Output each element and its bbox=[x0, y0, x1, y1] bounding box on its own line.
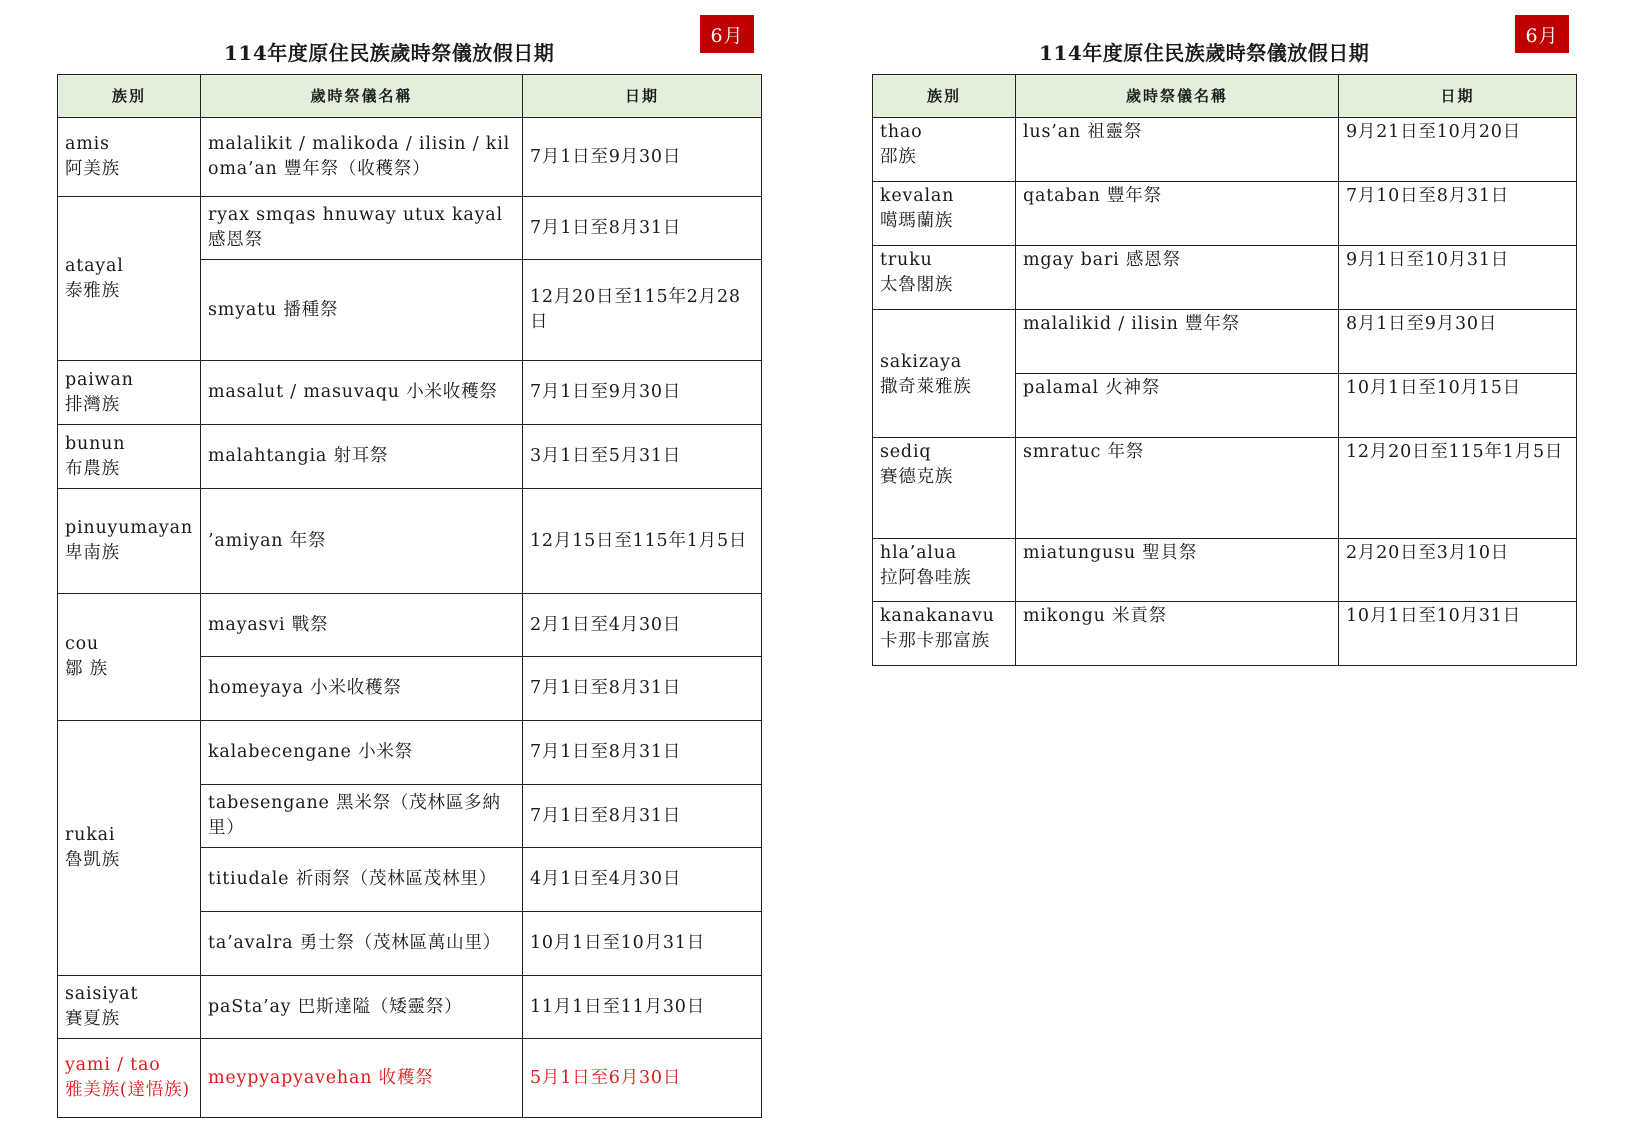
tribe-name: pinuyumayan bbox=[65, 518, 193, 538]
tribe-name: paiwan bbox=[65, 369, 134, 390]
ceremony-cell: ta’avalra 勇士祭（茂林區萬山里） bbox=[201, 912, 523, 976]
date-cell: 2月1日至4月30日 bbox=[523, 594, 762, 657]
tribe-cell bbox=[58, 425, 201, 489]
table-row bbox=[58, 425, 762, 489]
date-cell: 12月15日至115年1月5日 bbox=[523, 489, 762, 594]
tribe-name-zh: 賽夏族 bbox=[65, 1009, 120, 1029]
tribe-name: sakizaya bbox=[880, 351, 962, 372]
date-cell: 7月1日至9月30日 bbox=[523, 118, 762, 197]
month-badge-right: 6月 bbox=[1515, 15, 1569, 53]
tribe-cell bbox=[873, 118, 1016, 182]
date-cell: 7月1日至8月31日 bbox=[523, 721, 762, 785]
table-row bbox=[873, 310, 1577, 374]
date-cell: 7月10日至8月31日 bbox=[1339, 182, 1577, 246]
tribe-cell bbox=[873, 602, 1016, 666]
date-cell: 7月1日至8月31日 bbox=[523, 197, 762, 260]
tribe-cell bbox=[58, 976, 201, 1039]
tribe-name: truku bbox=[880, 250, 933, 270]
header-ceremony: 歲時祭儀名稱 bbox=[201, 75, 523, 118]
tribe-name: amis bbox=[65, 134, 110, 154]
ceremony-cell: masalut / masuvaqu 小米收穫祭 bbox=[201, 361, 523, 425]
tribe-cell bbox=[58, 1039, 201, 1118]
ceremony-cell: palamal 火神祭 bbox=[1016, 374, 1339, 438]
ceremony-cell: qataban 豐年祭 bbox=[1016, 182, 1339, 246]
date-cell: 7月1日至8月31日 bbox=[523, 657, 762, 721]
tribe-cell bbox=[58, 197, 201, 361]
page-title-left: 114年度原住民族歲時祭儀放假日期 bbox=[224, 41, 555, 65]
table-row bbox=[58, 1039, 762, 1118]
tribe-name: yami / tao bbox=[65, 1055, 161, 1075]
table-row bbox=[58, 118, 762, 197]
holiday-table-right bbox=[872, 74, 1577, 666]
tribe-name-zh: 鄒 族 bbox=[65, 659, 108, 679]
ceremony-cell: smyatu 播種祭 bbox=[201, 260, 523, 361]
table-row bbox=[873, 602, 1577, 666]
date-cell: 12月20日至115年1月5日 bbox=[1339, 438, 1577, 539]
date-cell: 10月1日至10月31日 bbox=[523, 912, 762, 976]
tribe-cell bbox=[58, 118, 201, 197]
ceremony-cell: ’amiyan 年祭 bbox=[201, 489, 523, 594]
date-cell: 4月1日至4月30日 bbox=[523, 848, 762, 912]
ceremony-cell: mikongu 米貢祭 bbox=[1016, 602, 1339, 666]
tribe-cell bbox=[58, 721, 201, 976]
ceremony-cell: malalikid / ilisin 豐年祭 bbox=[1016, 310, 1339, 374]
ceremony-cell: kalabecengane 小米祭 bbox=[201, 721, 523, 785]
date-cell: 9月21日至10月20日 bbox=[1339, 118, 1577, 182]
date-cell: 2月20日至3月10日 bbox=[1339, 539, 1577, 602]
ceremony-cell: malalikit / malikoda / ilisin / kiloma’an 豐年祭（收穫祭） bbox=[201, 118, 523, 197]
tribe-name-zh: 排灣族 bbox=[65, 394, 120, 415]
tribe-name-zh: 阿美族 bbox=[65, 159, 120, 179]
tribe-name: kevalan bbox=[880, 186, 955, 206]
header-tribe: 族別 bbox=[873, 75, 1016, 118]
tribe-name: saisiyat bbox=[65, 984, 139, 1004]
tribe-name: rukai bbox=[65, 825, 116, 845]
tribe-cell bbox=[58, 489, 201, 594]
ceremony-cell: meypyapyavehan 收穫祭 bbox=[201, 1039, 523, 1118]
date-cell: 11月1日至11月30日 bbox=[523, 976, 762, 1039]
tribe-cell bbox=[58, 361, 201, 425]
tribe-name-zh: 卡那卡那富族 bbox=[880, 631, 990, 651]
page-title-right: 114年度原住民族歲時祭儀放假日期 bbox=[1039, 41, 1370, 65]
header-date: 日期 bbox=[523, 75, 762, 118]
ceremony-cell: mayasvi 戰祭 bbox=[201, 594, 523, 657]
tribe-name-zh: 撒奇萊雅族 bbox=[880, 376, 972, 397]
tribe-name-zh: 雅美族(達悟族) bbox=[65, 1080, 191, 1100]
tribe-cell bbox=[873, 539, 1016, 602]
ceremony-cell: titiudale 祈雨祭（茂林區茂林里） bbox=[201, 848, 523, 912]
tribe-name: thao bbox=[880, 122, 923, 142]
table-row bbox=[58, 489, 762, 594]
tribe-cell bbox=[58, 594, 201, 721]
table-row bbox=[58, 361, 762, 425]
ceremony-cell: homeyaya 小米收穫祭 bbox=[201, 657, 523, 721]
tribe-name-zh: 拉阿魯哇族 bbox=[880, 568, 972, 588]
date-cell: 9月1日至10月31日 bbox=[1339, 246, 1577, 310]
tribe-cell bbox=[873, 182, 1016, 246]
table-row bbox=[58, 594, 762, 657]
month-badge-left: 6月 bbox=[700, 15, 754, 53]
ceremony-cell: tabesengane 黑米祭（茂林區多納里） bbox=[201, 785, 523, 848]
ceremony-cell: malahtangia 射耳祭 bbox=[201, 425, 523, 489]
table-header-row bbox=[58, 75, 762, 118]
tribe-name-zh: 布農族 bbox=[65, 458, 120, 479]
ceremony-cell: miatungusu 聖貝祭 bbox=[1016, 539, 1339, 602]
table-row bbox=[873, 246, 1577, 310]
tribe-name-zh: 噶瑪蘭族 bbox=[880, 211, 954, 231]
tribe-name: cou bbox=[65, 634, 100, 654]
header-date: 日期 bbox=[1339, 75, 1577, 118]
tribe-name-zh: 魯凱族 bbox=[65, 850, 120, 870]
tribe-name-zh: 賽德克族 bbox=[880, 467, 954, 487]
ceremony-cell: lus’an 祖靈祭 bbox=[1016, 118, 1339, 182]
tribe-name: hla’alua bbox=[880, 543, 957, 563]
header-ceremony: 歲時祭儀名稱 bbox=[1016, 75, 1339, 118]
ceremony-cell: ryax smqas hnuway utux kayal 感恩祭 bbox=[201, 197, 523, 260]
header-tribe: 族別 bbox=[58, 75, 201, 118]
tribe-name: atayal bbox=[65, 255, 124, 276]
tribe-name-zh: 太魯閣族 bbox=[880, 275, 954, 295]
tribe-name-zh: 卑南族 bbox=[65, 543, 120, 563]
date-cell: 7月1日至8月31日 bbox=[523, 785, 762, 848]
ceremony-cell: paSta’ay 巴斯達隘（矮靈祭） bbox=[201, 976, 523, 1039]
date-cell: 10月1日至10月31日 bbox=[1339, 602, 1577, 666]
ceremony-cell: mgay bari 感恩祭 bbox=[1016, 246, 1339, 310]
date-cell: 8月1日至9月30日 bbox=[1339, 310, 1577, 374]
table-row bbox=[58, 721, 762, 785]
tribe-name: sediq bbox=[880, 442, 932, 462]
tribe-cell bbox=[873, 310, 1016, 438]
tribe-cell bbox=[873, 246, 1016, 310]
table-row bbox=[873, 539, 1577, 602]
holiday-table-left bbox=[57, 74, 762, 1118]
table-header-row bbox=[873, 75, 1577, 118]
date-cell: 7月1日至9月30日 bbox=[523, 361, 762, 425]
table-row bbox=[873, 438, 1577, 539]
date-cell: 5月1日至6月30日 bbox=[523, 1039, 762, 1118]
ceremony-cell: smratuc 年祭 bbox=[1016, 438, 1339, 539]
tribe-name-zh: 泰雅族 bbox=[65, 280, 120, 301]
tribe-name: kanakanavu bbox=[880, 606, 995, 626]
table-row bbox=[58, 976, 762, 1039]
table-row bbox=[873, 118, 1577, 182]
date-cell: 3月1日至5月31日 bbox=[523, 425, 762, 489]
tribe-name-zh: 邵族 bbox=[880, 147, 917, 167]
table-row bbox=[873, 182, 1577, 246]
tribe-name: bunun bbox=[65, 433, 126, 454]
table-row bbox=[58, 197, 762, 260]
date-cell: 12月20日至115年2月28日 bbox=[523, 260, 762, 361]
date-cell: 10月1日至10月15日 bbox=[1339, 374, 1577, 438]
tribe-cell bbox=[873, 438, 1016, 539]
